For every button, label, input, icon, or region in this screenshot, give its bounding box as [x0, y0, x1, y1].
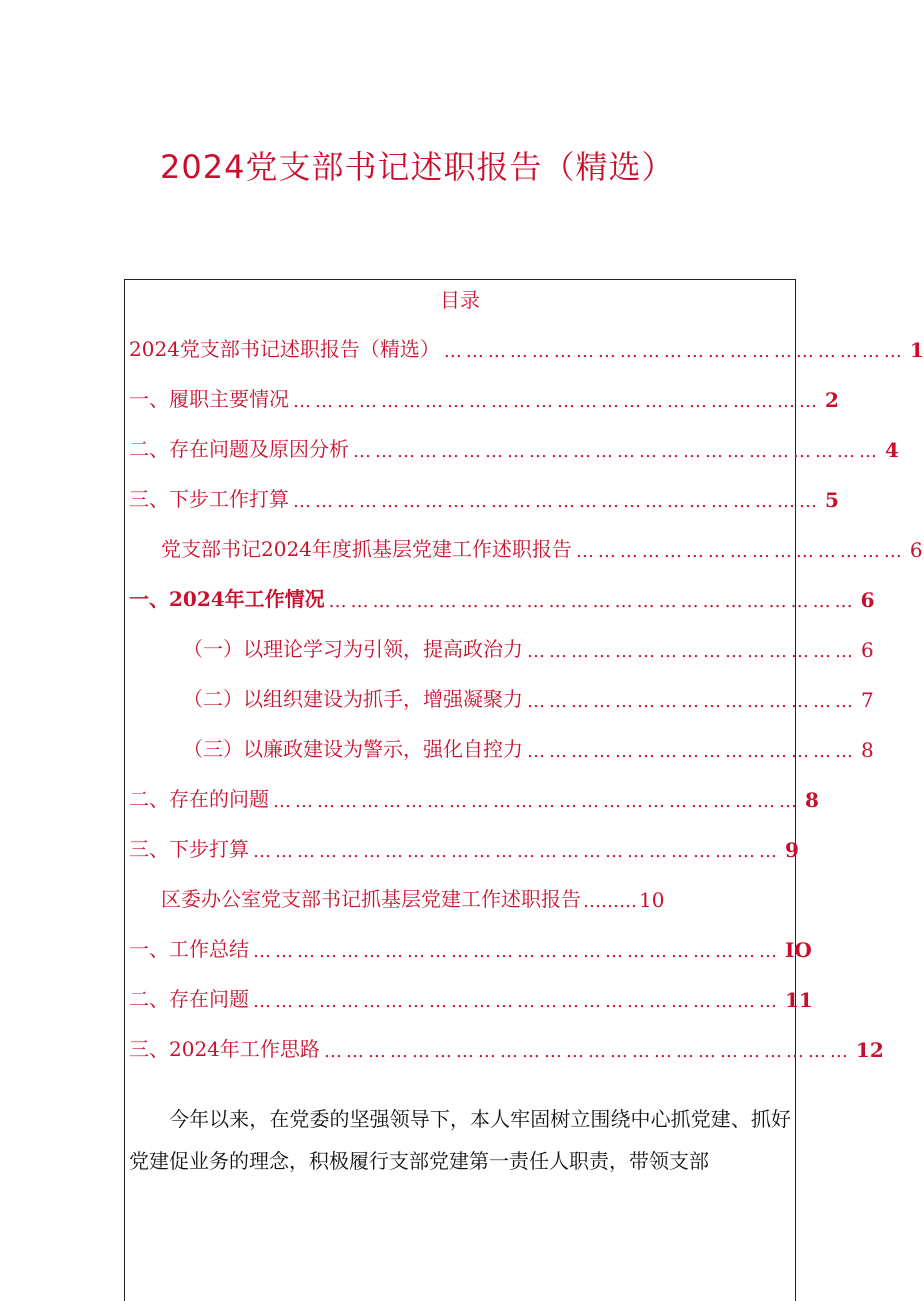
toc-leader: ……………………………………………………………… [353, 441, 881, 462]
toc-entry[interactable] [183, 732, 874, 762]
toc-entry[interactable] [129, 382, 839, 412]
toc-page-number: 6 [860, 588, 875, 612]
toc-leader: ……………………………………………………………… [253, 941, 781, 962]
toc-leader: ……………………………………… [527, 741, 857, 762]
toc-leader: ……………………………………………………………… [253, 841, 781, 862]
toc-heading: 目录 [440, 288, 480, 312]
toc-leader: ……………………………………… [527, 691, 857, 712]
toc-entry-label: 二、存在问题及原因分析 [129, 437, 349, 461]
toc-entry[interactable] [129, 482, 839, 512]
toc-page-number: 1 [909, 338, 924, 362]
body-text [129, 1098, 791, 1182]
body-paragraph: 今年以来，在党委的坚强领导下，本人牢固树立围绕中心抓党建、抓好党建促业务的理念，积极履行支部党建第一责任人职责，带领支部 [129, 1107, 791, 1173]
toc-entry-label: （一）以理论学习为引领，提高政治力 [183, 637, 523, 661]
toc-entry-label: 党支部书记2024年度抓基层党建工作述职报告 [161, 537, 572, 561]
toc-entry[interactable] [129, 582, 875, 612]
toc-entry[interactable] [129, 432, 899, 462]
toc-entry[interactable] [183, 632, 874, 662]
toc-page-number: 7 [861, 688, 874, 712]
toc-entry-label: 一、工作总结 [129, 937, 249, 961]
toc-page-number: 2 [825, 388, 839, 412]
toc-leader: ……………………………………………………………… [293, 491, 821, 512]
toc-entry-label: （三）以廉政建设为警示，强化自控力 [183, 737, 523, 761]
toc-page-number: 9 [785, 838, 799, 862]
toc-entry-label: 一、履职主要情况 [129, 387, 289, 411]
toc-leader: ……………………………………………………………… [328, 591, 857, 612]
toc-entry[interactable] [129, 1032, 884, 1062]
toc-leader: ……………………………………………………………… [293, 391, 821, 412]
toc-entry[interactable] [183, 682, 874, 712]
toc-entry[interactable] [129, 982, 813, 1012]
toc-page-number: 11 [785, 988, 813, 1012]
toc-entry[interactable] [161, 532, 923, 562]
toc-leader: ……………………………………………………………… [323, 1041, 852, 1062]
toc-page-number: 8 [805, 788, 819, 812]
toc-leader: ……………………………………… [527, 641, 857, 662]
toc-leader: ……………………………………………………………… [273, 791, 801, 812]
toc-page-number: 6 [909, 538, 923, 562]
toc-entry[interactable] [129, 832, 799, 862]
toc-entry-label: 2024党支部书记述职报告（精选） [129, 337, 440, 361]
table-of-contents [124, 279, 924, 1301]
toc-entry-label: 二、存在的问题 [129, 787, 269, 811]
toc-entry-label: 二、存在问题 [129, 987, 249, 1011]
toc-entry[interactable] [129, 782, 819, 812]
toc-page-number: 5 [825, 488, 839, 512]
toc-entry-label: 一、2024年工作情况 [129, 587, 325, 611]
toc-leader: ……………………………………………………………… [253, 991, 781, 1012]
toc-entry[interactable] [161, 882, 767, 912]
toc-leader: ……………………………………… [575, 541, 906, 562]
toc-page-number: 4 [885, 438, 899, 462]
toc-entry-label: 区委办公室党支部书记抓基层党建工作述职报告 [161, 887, 581, 911]
toc-entry-label: 三、下步工作打算 [129, 487, 289, 511]
toc-entry-label: （二）以组织建设为抓手，增强凝聚力 [183, 687, 523, 711]
toc-entry-label: 三、下步打算 [129, 837, 249, 861]
toc-page-number: 8 [861, 738, 874, 762]
toc-entry-label: 三、2024年工作思路 [129, 1037, 320, 1061]
toc-page-number: 6 [861, 638, 874, 662]
toc-page-number: 12 [855, 1038, 884, 1062]
toc-page-number: IO [785, 938, 812, 962]
document-title: 2024党支部书记述职报告（精选） [160, 148, 675, 186]
toc-entry[interactable] [129, 932, 812, 962]
toc-leader: ……………………………………………………… [443, 341, 906, 362]
toc-leader: ……… [583, 891, 637, 912]
toc-page-number: 10 [639, 888, 665, 912]
toc-entry[interactable] [129, 332, 924, 362]
